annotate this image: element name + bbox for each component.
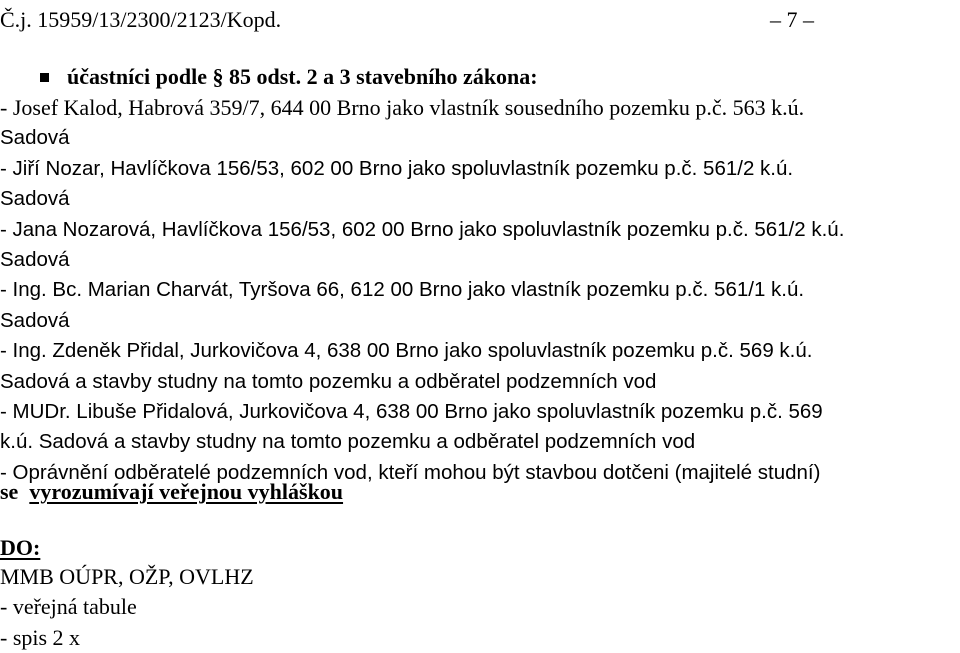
square-bullet-icon bbox=[40, 73, 49, 82]
participant-line: - Ing. Zdeněk Přidal, Jurkovičova 4, 638 00 Brno jako spoluvlastník pozemku p.č. 569 k.ú. bbox=[0, 339, 813, 363]
distribution-item: - spis 2 x bbox=[0, 624, 81, 650]
participant-line: Sadová bbox=[0, 126, 70, 150]
participant-line: - Jiří Nozar, Havlíčkova 156/53, 602 00 Brno jako spoluvlastník pozemku p.č. 561/2 k.ú. bbox=[0, 156, 794, 180]
public-notice-line bbox=[0, 476, 343, 508]
distribution-item: - veřejná tabule bbox=[0, 594, 137, 620]
section-heading-text: účastníci podle § 85 odst. 2 a 3 stavebního zákona: bbox=[67, 64, 538, 89]
distribution-item: MMB OÚPR, OŽP, OVLHZ bbox=[0, 564, 254, 589]
section-heading bbox=[0, 61, 538, 93]
participant-line: - Ing. Bc. Marian Charvát, Tyršova 66, 612 00 Brno jako vlastník pozemku p.č. 561/1 k.ú. bbox=[0, 278, 805, 302]
participant-line: Sadová bbox=[0, 247, 70, 271]
distribution-list bbox=[0, 562, 254, 653]
participant-line: Sadová bbox=[0, 187, 70, 211]
reference-number: Č.j. 15959/13/2300/2123/Kopd. bbox=[0, 7, 282, 32]
notice-underlined-text: vyrozumívají veřejnou vyhláškou bbox=[29, 479, 344, 504]
participant-line: - MUDr. Libuše Přidalová, Jurkovičova 4, 638 00 Brno jako spoluvlastník pozemku p.č. 569 bbox=[0, 399, 823, 423]
page-header bbox=[0, 4, 960, 36]
participants-list bbox=[0, 93, 960, 488]
page-number: – 7 – bbox=[770, 7, 814, 32]
distribution-heading: DO: bbox=[0, 535, 41, 560]
notice-prefix: se bbox=[0, 479, 19, 504]
participant-line: - Jana Nozarová, Havlíčkova 156/53, 602 00 Brno jako spoluvlastník pozemku p.č. 561/2 k.ú. bbox=[0, 217, 845, 241]
participant-line: - Oprávnění odběratelé podzemních vod, kteří mohou být stavbou dotčeni (majitelé studní) bbox=[0, 460, 821, 484]
participant-line: k.ú. Sadová a stavby studny na tomto pozemku a odběratel podzemních vod bbox=[0, 430, 696, 454]
participant-line: - Josef Kalod, Habrová 359/7, 644 00 Brno jako vlastník sousedního pozemku p.č. 563 k.ú. bbox=[0, 95, 805, 120]
participant-line: Sadová a stavby studny na tomto pozemku a odběratel podzemních vod bbox=[0, 369, 657, 393]
participant-line: Sadová bbox=[0, 308, 70, 332]
